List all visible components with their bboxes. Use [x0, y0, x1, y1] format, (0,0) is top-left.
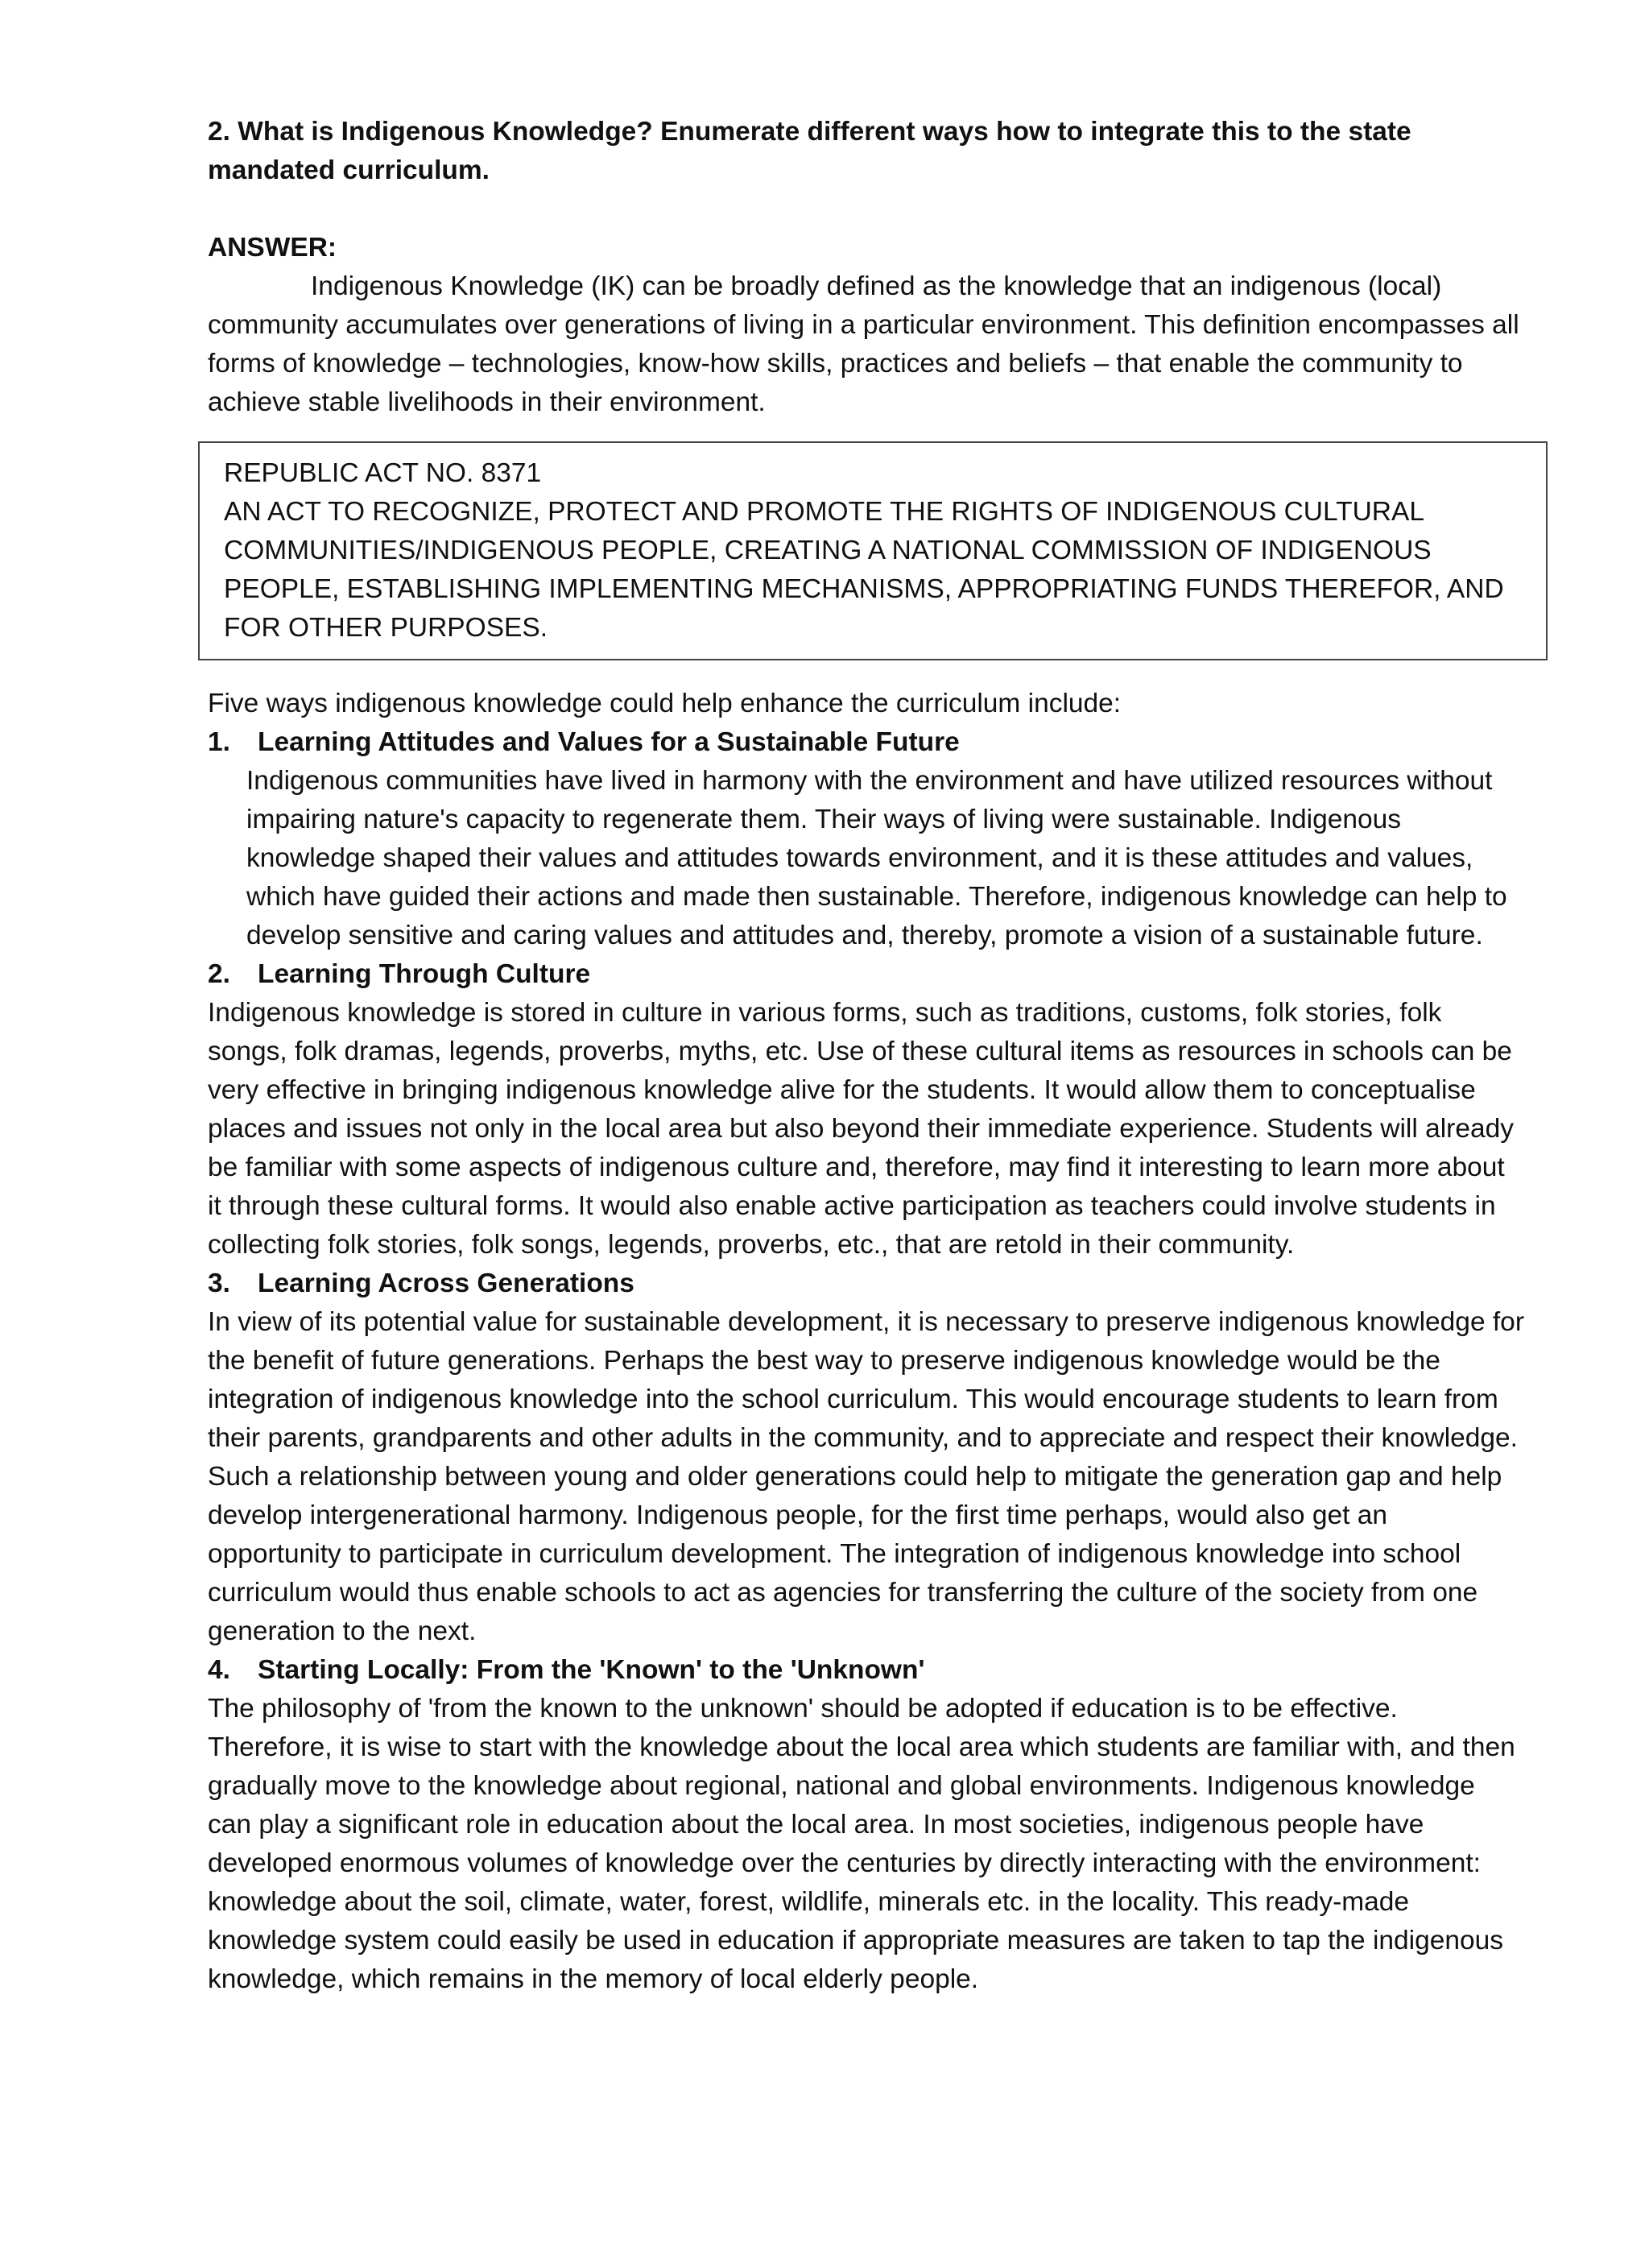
item-number: 4. — [208, 1655, 230, 1685]
item-number: 1. — [208, 727, 230, 757]
item-number: 3. — [208, 1269, 230, 1298]
item-heading-text: Learning Through Culture — [258, 959, 591, 989]
item-heading — [208, 723, 1524, 762]
item-number: 2. — [208, 959, 230, 989]
item-heading-text: Learning Across Generations — [258, 1269, 634, 1298]
list-intro: Five ways indigenous knowledge could help enhance the curriculum include: — [208, 689, 1122, 718]
item-body: Indigenous knowledge is stored in culture in various forms, such as traditions, customs, folk stories, folk songs, folk dramas, legends, proverbs, myths, etc. Use of these cultural items as resources in schools can be very effective in bringing indigenous knowledge alive for the students. It would allow them to conceptualise places and issues not only in the local area but also beyond their immediate experience. Students will already be familiar with some aspects of indigenous culture and, therefore, may find it interesting to learn more about it through these cultural forms. It would also enable active participation as teachers could involve students in collecting folk stories, folk songs, legends, proverbs, etc., that are retold in their community. — [208, 998, 1514, 1260]
item-heading-text: Learning Attitudes and Values for a Sustainable Future — [258, 727, 960, 757]
republic-act-box — [198, 441, 1548, 660]
item-heading — [208, 955, 1524, 994]
item-body: The philosophy of 'from the known to the unknown' should be adopted if education is to be effective. Therefore, it is wise to start with the knowledge about the local area which students are familiar with, and then gradually move to the knowledge about regional, national and global environments. Indigenous knowledge can play a significant role in education about the local area. In most societies, indigenous people have developed enormous volumes of knowledge over the centuries by directly interacting with the environment: knowledge about the soil, climate, water, forest, wildlife, minerals etc. in the locality. This ready-made knowledge system could easily be used in education if appropriate measures are taken to tap the indigenous knowledge, which remains in the memory of local elderly people. — [208, 1694, 1515, 1994]
list-item-2 — [208, 955, 1524, 1264]
answer-label: ANSWER: — [208, 233, 337, 263]
question-heading: 2. What is Indigenous Knowledge? Enumerate different ways how to integrate this to the state mandated curriculum. — [208, 117, 1411, 185]
republic-act-title: REPUBLIC ACT NO. 8371 — [224, 458, 542, 488]
item-heading — [208, 1264, 1524, 1303]
item-body: In view of its potential value for sustainable development, it is necessary to preserve indigenous knowledge for the benefit of future generations. Perhaps the best way to preserve indigenous knowledge would be the integration of indigenous knowledge into the school curriculum. This would encourage students to learn from their parents, grandparents and other adults in the community, and to appreciate and respect their knowledge. Such a relationship between young and older generations could help to mitigate the generation gap and help develop intergenerational harmony. Indigenous people, for the first time perhaps, would also get an opportunity to participate in curriculum development. The integration of indigenous knowledge into school curriculum would thus enable schools to act as agencies for transferring the culture of the society from one generation to the next. — [208, 1307, 1524, 1646]
list-item-1 — [208, 723, 1524, 955]
list-item-3 — [208, 1264, 1524, 1651]
republic-act-text: AN ACT TO RECOGNIZE, PROTECT AND PROMOTE THE RIGHTS OF INDIGENOUS CULTURAL COMMUNITIES/INDIGENOUS PEOPLE, CREATING A NATIONAL COMMISSION OF INDIGENOUS PEOPLE, ESTABLISHING IMPLEMENTING MECHANISMS, APPROPRIATING FUNDS THEREFOR, AND FOR OTHER PURPOSES. — [224, 497, 1504, 643]
item-heading-text: Starting Locally: From the 'Known' to the 'Unknown' — [258, 1655, 925, 1685]
list-item-4 — [208, 1651, 1524, 1999]
definition-paragraph: Indigenous Knowledge (IK) can be broadly defined as the knowledge that an indigenous (local) community accumulates over generations of living in a particular environment. This definition encompasses all forms of knowledge – technologies, know-how skills, practices and beliefs – that enable the community to achieve stable livelihoods in their environment. — [208, 271, 1519, 417]
item-heading — [208, 1651, 1524, 1690]
item-body: Indigenous communities have lived in harmony with the environment and have utilized resources without impairing nature's capacity to regenerate them. Their ways of living were sustainable. Indigenous knowledge shaped their values and attitudes towards environment, and it is these attitudes and values, which have guided their actions and made then sustainable. Therefore, indigenous knowledge can help to develop sensitive and caring values and attitudes and, thereby, promote a vision of a sustainable future. — [246, 766, 1507, 950]
